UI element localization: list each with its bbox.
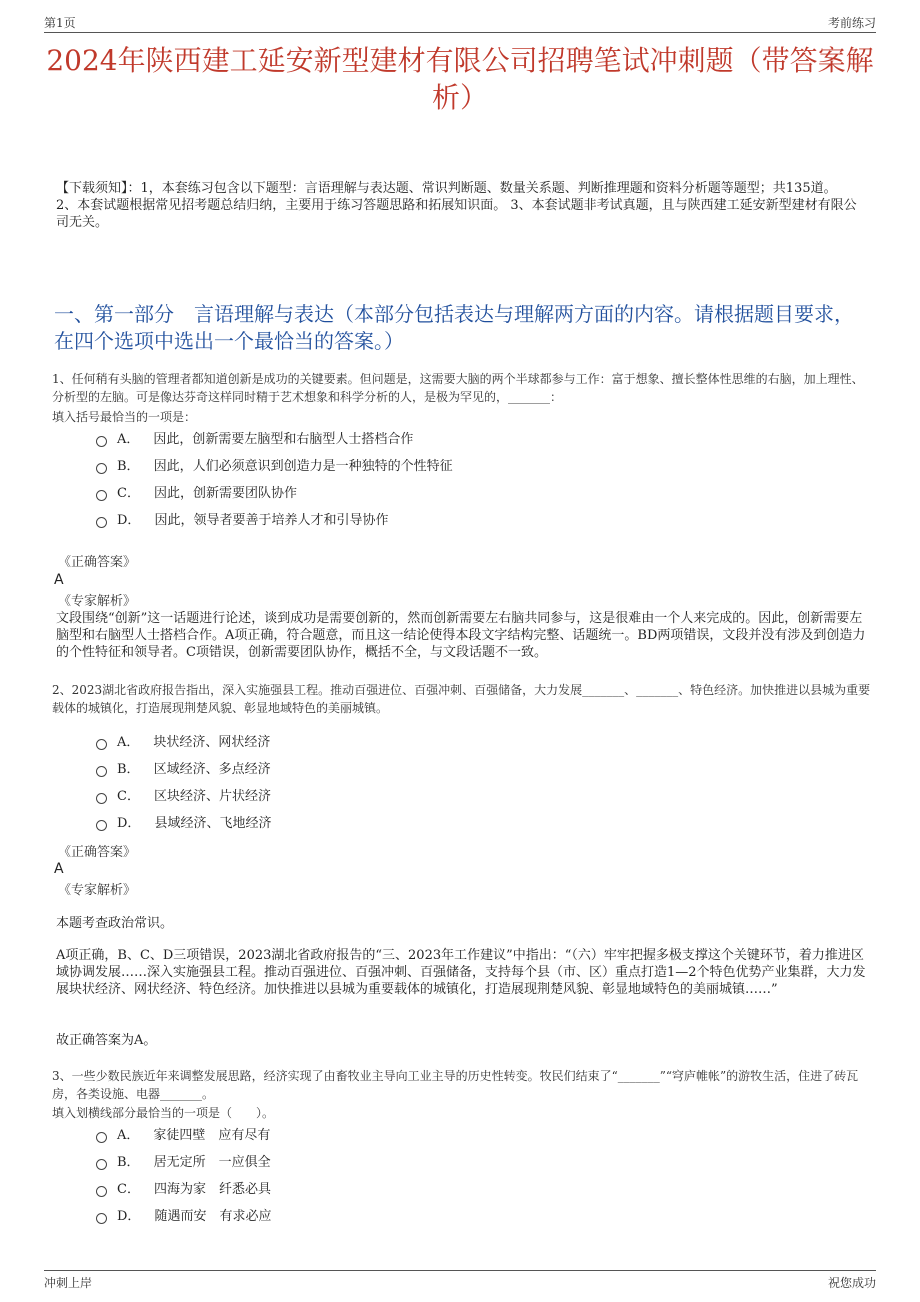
- radio-icon[interactable]: [96, 1132, 107, 1143]
- header-label: 考前练习: [827, 16, 876, 30]
- header-divider: [44, 32, 876, 33]
- radio-icon[interactable]: [96, 793, 107, 804]
- question-3-option-d[interactable]: D． 随遇而安 有求必应: [96, 1208, 271, 1226]
- question-2-option-a[interactable]: A． 块状经济、网状经济: [96, 734, 270, 752]
- radio-icon[interactable]: [96, 766, 107, 777]
- question-2-stem: 2、2023湖北省政府报告指出，深入实施强县工程。推动百强进位、百强冲刺、百强储备，大力发展_______、_______、特色经济。加快推进以县城为重要载体的城镇化，打造展现荆楚风貌、彰显地域特色的美丽城镇。: [52, 683, 871, 715]
- analysis-text: A项正确，B、C、D三项错误，2023湖北省政府报告的“三、2023年工作建议”中指出：“（六）牢牢把握多极支撑这个关键环节，着力推进区域协调发展……深入实施强县工程。推动百强进位、百强冲刺、百强储备，支持每个县（市、区）重点打造1—2个特色优势产业集群，大力发展块状经济、网状经济、特色经济。加快推进以县城为重要载体的城镇化，打造展现荆楚风貌、彰显地域特色的美丽城镇……”: [56, 948, 866, 997]
- question-1-option-c[interactable]: C． 因此，创新需要团队协作: [96, 485, 297, 503]
- radio-icon[interactable]: [96, 1159, 107, 1170]
- radio-icon[interactable]: [96, 490, 107, 501]
- analysis-label: 《专家解析》: [58, 594, 137, 609]
- analysis-text: 文段围绕“创新”这一话题进行论述，谈到成功是需要创新的，然而创新需要左右脑共同参与，这是很难由一个人来完成的。因此，创新需要左脑型和右脑型人士搭档合作。A项正确，符合题意，而且这一结论使得本段文字结构完整、话题统一。BD两项错误，文段并没有涉及到创造力的个性特征和领导者。C项错误，创新需要团队协作，概括不全，与文段话题不一致。: [56, 611, 866, 660]
- question-1-option-d[interactable]: D． 因此，领导者要善于培养人才和引导协作: [96, 512, 388, 530]
- download-notice: 【下载须知】：1，本套练习包含以下题型：言语理解与表达题、常识判断题、数量关系题、判断推理题和资料分析题等题型；共135道。 2、本套试题根据常见招考题总结归纳，主要用于练习答题思路和拓展知识面。 3、本套试题非考试真题，且与陕西建工延安新型建材有限公司无关。: [56, 181, 857, 230]
- question-2-option-b[interactable]: B． 区域经济、多点经济: [96, 761, 271, 779]
- question-3-option-b[interactable]: B． 居无定所 一应俱全: [96, 1154, 271, 1172]
- footer-divider: [44, 1270, 876, 1271]
- radio-icon[interactable]: [96, 820, 107, 831]
- question-1-prompt: 填入括号最恰当的一项是：: [52, 410, 197, 424]
- footer-right: 祝您成功: [827, 1276, 876, 1290]
- radio-icon[interactable]: [96, 463, 107, 474]
- footer-left: 冲刺上岸: [44, 1276, 93, 1290]
- radio-icon[interactable]: [96, 739, 107, 750]
- page-title: 2024年陕西建工延安新型建材有限公司招聘笔试冲刺题（带答案解析）: [46, 44, 874, 114]
- question-2-option-d[interactable]: D． 县域经济、飞地经济: [96, 815, 271, 833]
- question-3-option-a[interactable]: A． 家徒四壁 应有尽有: [96, 1127, 270, 1145]
- question-2-option-c[interactable]: C． 区块经济、片状经济: [96, 788, 271, 806]
- analysis-conclusion: 故正确答案为A。: [56, 1033, 157, 1048]
- answer-value: A: [54, 861, 64, 877]
- page-number: 第1页: [44, 16, 76, 30]
- question-1-option-a[interactable]: A． 因此，创新需要左脑型和右脑型人士搭档合作: [96, 431, 413, 449]
- answer-label: 《正确答案》: [58, 845, 137, 860]
- radio-icon[interactable]: [96, 1186, 107, 1197]
- answer-label: 《正确答案》: [58, 555, 137, 570]
- answer-value: A: [54, 572, 64, 588]
- question-3-option-c[interactable]: C． 四海为家 纤悉必具: [96, 1181, 271, 1199]
- question-1-stem: 1、任何稍有头脑的管理者都知道创新是成功的关键要素。但问题是，这需要大脑的两个半球都参与工作：富于想象、擅长整体性思维的右脑，加上理性、分析型的左脑。可是像达芬奇这样同时精于艺术想象和科学分析的人，是极为罕见的，_______：: [52, 372, 864, 404]
- section-heading: 一、第一部分 言语理解与表达（本部分包括表达与理解两方面的内容。请根据题目要求，在四个选项中选出一个最恰当的答案。）: [54, 302, 854, 353]
- question-3-stem: 3、一些少数民族近年来调整发展思路，经济实现了由畜牧业主导向工业主导的历史性转变。牧民们结束了“_______”“穹庐帷帐”的游牧生活，住进了砖瓦房，各类设施、电器_______。: [52, 1069, 859, 1101]
- question-3-prompt: 填入划横线部分最恰当的一项是（ ）。: [52, 1106, 275, 1120]
- radio-icon[interactable]: [96, 1213, 107, 1224]
- radio-icon[interactable]: [96, 436, 107, 447]
- analysis-label: 《专家解析》: [58, 883, 137, 898]
- analysis-intro: 本题考查政治常识。: [56, 916, 174, 931]
- radio-icon[interactable]: [96, 517, 107, 528]
- question-1-option-b[interactable]: B． 因此，人们必须意识到创造力是一种独特的个性特征: [96, 458, 453, 476]
